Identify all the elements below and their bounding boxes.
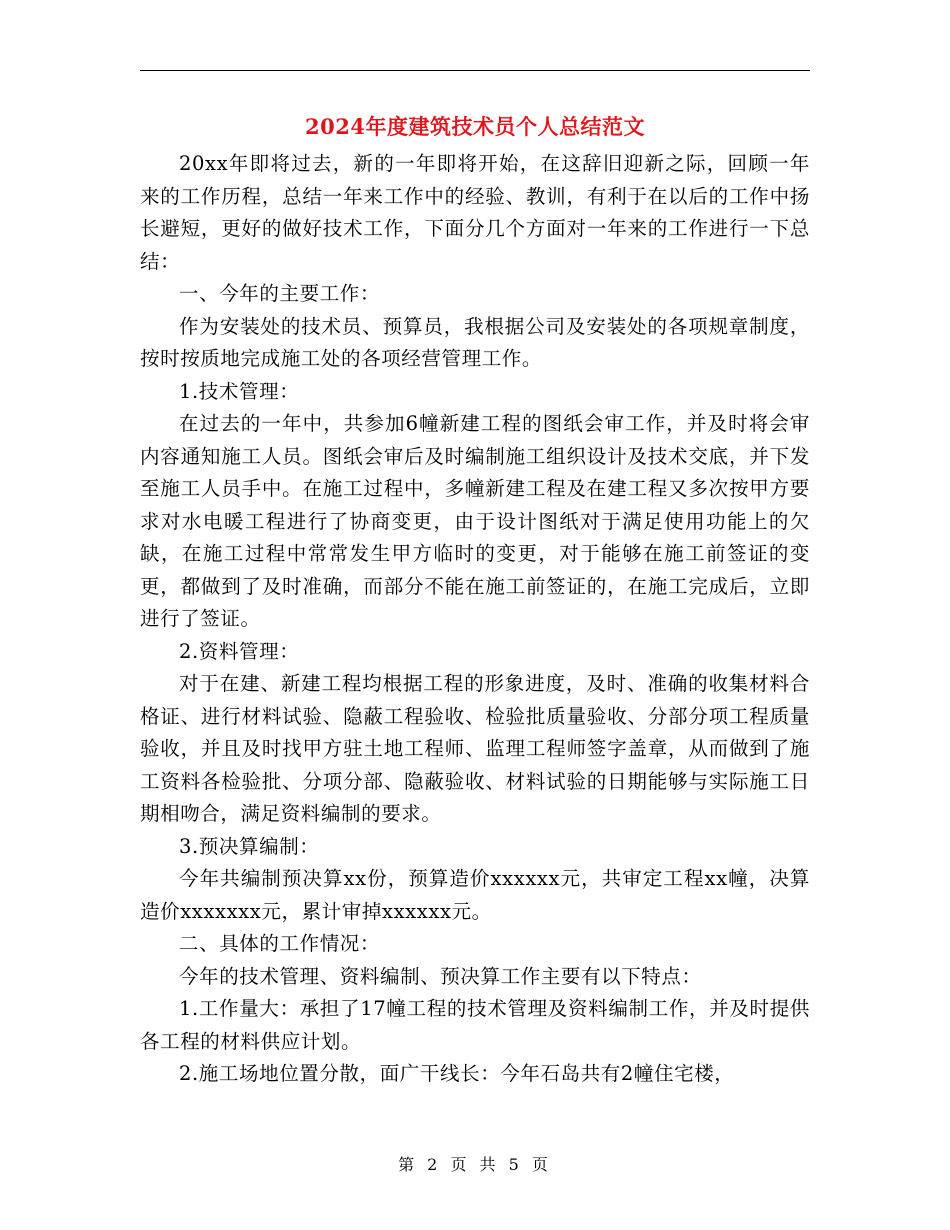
paragraph-site-dispersion: 2.施工场地位置分散，面广干线长：今年石岛共有2幢住宅楼， [179,1062,735,1085]
heading-work-details: 二、具体的工作情况： [179,932,381,955]
header-rule [140,70,810,71]
paragraph-workload: 1.工作量大：承担了17幢工程的技术管理及资料编制工作，并及时提供各工程的材料供应计划。 [140,997,810,1053]
heading-main-work: 一、今年的主要工作： [179,282,381,305]
paragraph-role: 作为安装处的技术员、预算员，我根据公司及安装处的各项规章制度，按时按质地完成施工处的各项经营管理工作。 [140,314,810,370]
heading-budget: 3.预决算编制： [179,834,320,858]
paragraph-budget: 今年共编制预决算xx份，预算造价xxxxxx元，共审定工程xx幢，决算造价xxxxxxx元，累计审掉xxxxxx元。 [140,867,810,923]
document-title: 2024年度建筑技术员个人总结范文 [305,114,645,139]
paragraph-data-management: 对于在建、新建工程均根据工程的形象进度，及时、准确的收集材料合格证、进行材料试验、隐蔽工程验收、检验批质量验收、分部分项工程质量验收，并且及时找甲方驻土地工程师、监理工程师签字盖章，从而做到了施工资料各检验批、分项分部、隐蔽验收、材料试验的日期能够与实际施工日期相吻合，满足资料编制的要求。 [140,672,810,825]
paragraph-features: 今年的技术管理、资料编制、预决算工作主要有以下特点： [179,964,702,988]
paragraph-tech-management: 在过去的一年中，共参加6幢新建工程的图纸会审工作，并及时将会审内容通知施工人员。图纸会审后及时编制施工组织设计及技术交底，并下发至施工人员手中。在施工过程中，多幢新建工程及在建工程又多次按甲方要求对水电暖工程进行了协商变更，由于设计图纸对于满足使用功能上的欠缺，在施工过程中常常发生甲方临时的变更，对于能够在施工前签证的变更，都做到了及时准确，而部分不能在施工前签证的，在施工完成后，立即进行了签证。 [140,412,810,630]
document-body [140,148,810,1091]
paragraph-intro: 20xx年即将过去，新的一年即将开始，在这辞旧迎新之际，回顾一年来的工作历程，总结一年来工作中的经验、教训，有利于在以后的工作中扬长避短，更好的做好技术工作，下面分几个方面对一年来的工作进行一下总结： [140,152,810,273]
page-indicator: 第 2 页 共 5 页 [398,1155,552,1174]
heading-data-management: 2.资料管理： [179,639,300,663]
heading-tech-management: 1.技术管理： [179,379,300,403]
